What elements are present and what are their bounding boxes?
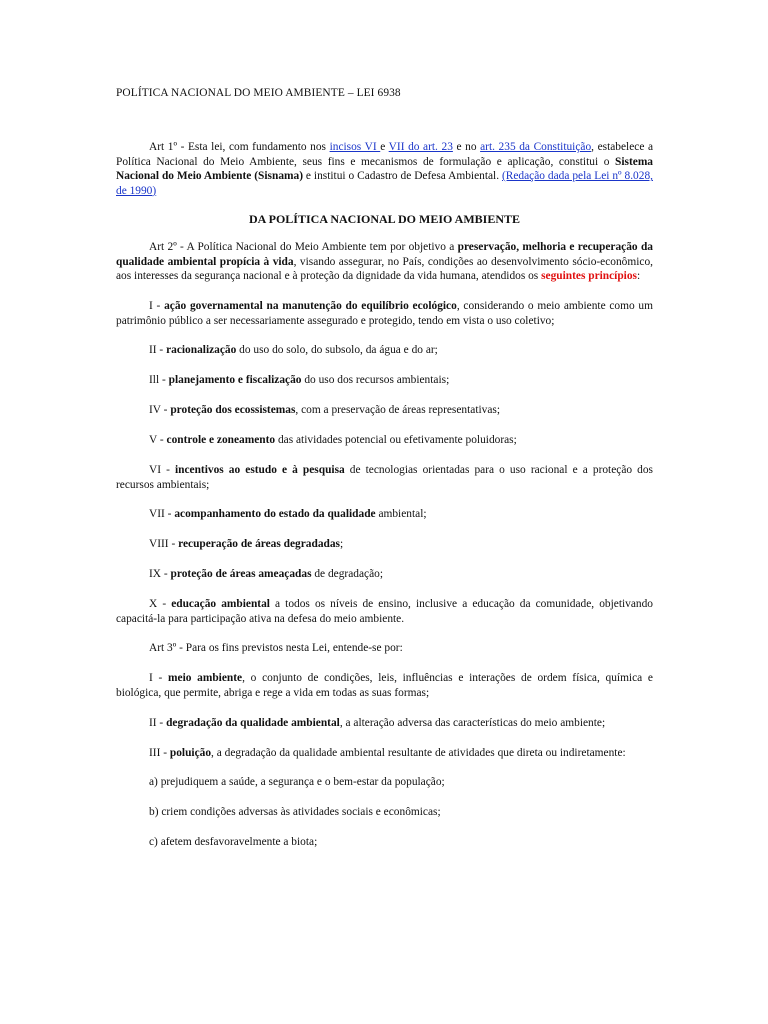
principle-text: de tecnologias orientadas para o uso racional e a proteção dos recursos ambientais; <box>116 464 653 491</box>
document-title: POLÍTICA NACIONAL DO MEIO AMBIENTE – LEI 6938 <box>116 87 401 99</box>
link-redacao-lei-8028[interactable]: (Redação dada pela Lei nº 8.028, de 1990) <box>116 170 653 197</box>
principle-text: ambiental; <box>375 508 427 521</box>
definition-item <box>116 716 653 730</box>
link-incisos-vi[interactable]: incisos VI <box>329 141 381 154</box>
principle-item <box>116 373 653 387</box>
definition-text: , a degradação da qualidade ambiental resultante de atividades que direta ou indiretamente: <box>211 746 626 759</box>
principle-term: ação governamental na manutenção do equilíbrio ecológico <box>164 300 457 313</box>
definition-number: I - <box>149 672 169 685</box>
principle-number: X - <box>149 598 172 611</box>
sub-item: c) afetem desfavoravelmente a biota; <box>149 836 318 849</box>
principle-text: ; <box>340 538 344 551</box>
principle-number: II - <box>149 344 167 357</box>
art1-sisnama: Sistema Nacional do Meio Ambiente (Sisnama) <box>116 155 653 183</box>
principle-term: proteção dos ecossistemas <box>170 404 296 417</box>
principle-item <box>116 463 653 492</box>
principle-item <box>116 537 653 551</box>
principle-text: a todos os níveis de ensino, inclusive a educação da comunidade, objetivando capacitá-la para participação ativa na defesa do meio ambiente. <box>116 598 654 625</box>
definition-term: meio ambiente <box>168 672 243 685</box>
definition-text: , a alteração adversa das características do meio ambiente; <box>339 716 606 729</box>
principle-item <box>116 597 653 626</box>
sub-item: b) criem condições adversas às atividades sociais e econômicas; <box>149 806 441 819</box>
art1-text: Art 1º - Esta lei, com fundamento nos <box>149 141 330 154</box>
art1-text: e <box>380 141 389 154</box>
principle-item <box>116 507 653 521</box>
principle-term: recuperação de áreas degradadas <box>178 538 340 551</box>
art2-text: : <box>636 270 641 283</box>
art3-paragraph: Art 3º - Para os fins previstos nesta Lei, entende-se por: <box>149 642 403 655</box>
principle-term: controle e zoneamento <box>166 434 276 447</box>
definition-term: degradação da qualidade ambiental <box>166 716 340 729</box>
art2-text: Art 2º - A Política Nacional do Meio Ambiente tem por objetivo a <box>149 241 458 254</box>
principle-number: V - <box>149 434 167 447</box>
principle-term: acompanhamento do estado da qualidade <box>174 508 376 521</box>
art2-text: , visando assegurar, no País, condições ao desenvolvimento sócio-econômico, aos interesses da segurança nacional e à proteção da dignidade da vida humana, atendidos os <box>116 255 653 283</box>
art2-paragraph <box>116 240 653 283</box>
art1-text: e institui o Cadastro de Defesa Ambiental. <box>303 170 502 183</box>
section-heading: DA POLÍTICA NACIONAL DO MEIO AMBIENTE <box>248 212 521 227</box>
sub-item: a) prejudiquem a saúde, a segurança e o bem-estar da população; <box>149 776 445 789</box>
art1-text: , estabelece a Política Nacional do Meio Ambiente, seus fins e mecanismos de formulação e aplicação, constitui o <box>116 141 654 168</box>
principle-term: incentivos ao estudo e à pesquisa <box>174 464 345 477</box>
principle-term: planejamento e fiscalização <box>168 374 302 387</box>
principle-text: do uso dos recursos ambientais; <box>301 374 450 387</box>
principle-text: de degradação; <box>311 568 383 581</box>
definition-item <box>116 671 653 700</box>
art2-principles-highlight: seguintes princípios <box>541 270 637 283</box>
link-art-235-constituicao[interactable]: art. 235 da Constituição <box>480 141 592 154</box>
principle-number: IV - <box>149 404 171 417</box>
principle-term: proteção de áreas ameaçadas <box>170 568 312 581</box>
principle-text: das atividades potencial ou efetivamente poluidoras; <box>275 434 517 447</box>
definition-term: poluição <box>169 746 212 759</box>
definition-text: , o conjunto de condições, leis, influências e interações de ordem física, química e biológica, que permite, abriga e rege a vida em todas as suas formas; <box>116 672 653 699</box>
principle-item <box>116 403 653 417</box>
principle-number: VII - <box>149 508 175 521</box>
principle-number: VIII - <box>149 538 179 551</box>
principle-text: , com a preservação de áreas representativas; <box>295 404 500 417</box>
principle-number: IX - <box>149 568 171 581</box>
definition-number: III - <box>149 746 170 759</box>
principle-term: educação ambiental <box>171 598 270 611</box>
principle-item <box>116 299 653 328</box>
principle-item <box>116 343 653 357</box>
document-page <box>116 78 653 850</box>
art1-paragraph <box>116 140 653 198</box>
art2-objective: preservação, melhoria e recuperação da qualidade ambiental propícia à vida <box>116 241 653 268</box>
principle-number: VI - <box>149 464 175 477</box>
link-vii-art-23[interactable]: VII do art. 23 <box>388 141 453 154</box>
principle-number: Ill - <box>149 374 169 387</box>
principle-text: , considerando o meio ambiente como um patrimônio público a ser necessariamente assegurado e protegido, tendo em vista o uso coletivo; <box>116 300 653 327</box>
principle-item <box>116 433 653 447</box>
principle-term: racionalização <box>166 344 237 357</box>
principle-item <box>116 567 653 581</box>
principle-number: I - <box>149 300 165 313</box>
definition-number: II - <box>149 716 167 729</box>
art1-text: e no <box>452 141 481 154</box>
definition-item <box>116 746 653 760</box>
principle-text: do uso do solo, do subsolo, da água e do ar; <box>236 344 438 357</box>
